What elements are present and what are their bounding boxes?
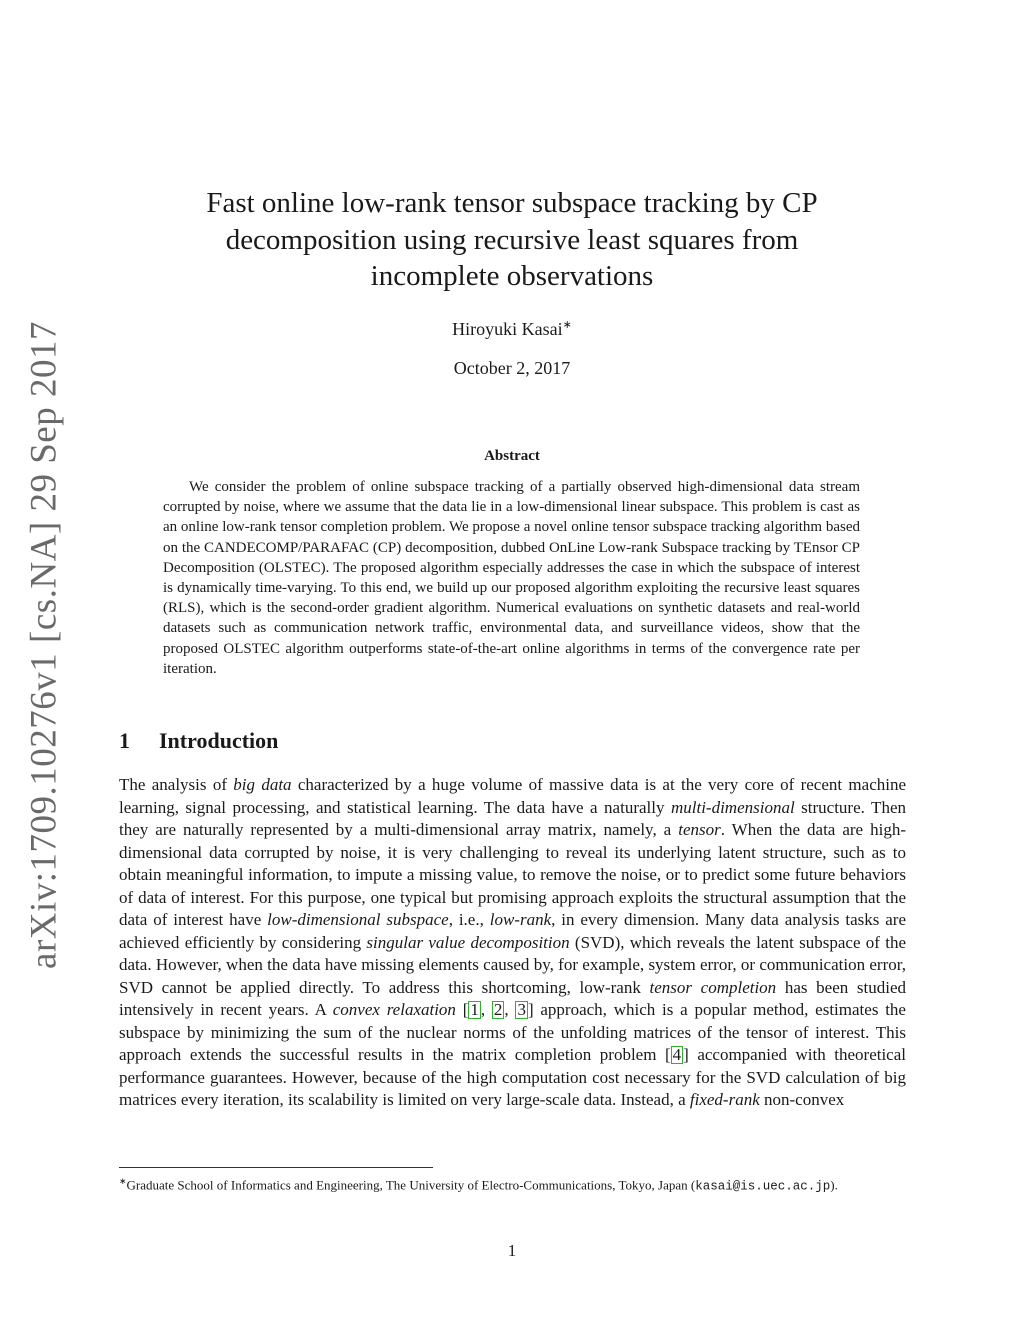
- intro-text: non-convex: [759, 1090, 845, 1109]
- author-email-link[interactable]: kasai@is.uec.ac.jp: [695, 1179, 831, 1194]
- intro-text: . When the data are high-dimensional data corrupted by noise, it is very challenging to reveal its underlying latent structure, such as to obtain meaningful information, to impute a missing value, to remove the noise, or to predict some future behaviors of data of interest. For this purpose, one typical but promising approach exploits the structural assumption that the data of interest have: [119, 820, 906, 929]
- footnote-close: ).: [830, 1177, 838, 1193]
- intro-text: structure. Then they are naturally represented by a multi-dimensional array matrix, namely, a: [119, 797, 906, 839]
- citation-bracket: ]: [527, 1000, 534, 1019]
- footnote-divider: [119, 1167, 433, 1168]
- abstract-heading: Abstract: [484, 448, 540, 464]
- intro-emphasis: low-dimensional subspace: [267, 910, 449, 929]
- intro-emphasis: tensor: [678, 820, 721, 839]
- author-footnote-mark: ∗: [562, 319, 572, 331]
- intro-emphasis: convex relaxation: [332, 1000, 456, 1019]
- paper-title: Fast online low-rank tensor subspace tracking by CP decomposition using recursive least squares from incomplete observations: [206, 187, 818, 292]
- intro-text: characterized by a huge volume of massive data is at the very core of recent machine learning, signal processing, and statistical learning. The data have a naturally: [119, 775, 907, 817]
- citation-separator: ,: [504, 1000, 516, 1019]
- intro-text: , in every dimension. Many data analysis tasks are achieved efficiently by considering: [119, 910, 906, 952]
- arxiv-identifier-stamp: arXiv:1709.10276v1 [cs.NA] 29 Sep 2017: [23, 321, 65, 969]
- abstract-text: We consider the problem of online subspace tracking of a partially observed high-dimensional data stream corrupted by noise, where we assume that the data lie in a low-dimensional linear subspace. This problem is cast as an online low-rank tensor completion problem. We propose a novel online tensor subspace tracking algorithm based on the CANDECOMP/PARAFAC (CP) decomposition, dubbed OnLine Low-rank Subspace tracking by TEnsor CP Decomposition (OLSTEC). The proposed algorithm especially addresses the case in which the subspace of interest is dynamically time-varying. To this end, we build up our proposed algorithm exploiting the recursive least squares (RLS), which is the second-order gradient algorithm. Numerical evaluations on synthetic datasets and real-world datasets such as communication network traffic, environmental data, and surveillance videos, show that the proposed OLSTEC algorithm outperforms state-of-the-art online algorithms in terms of the convergence rate per iteration.: [163, 479, 860, 677]
- author: [0, 318, 1024, 340]
- intro-text: (SVD), which reveals the latent subspace of the data. However, when the data have missing elements caused by, for example, system error, or communication error, SVD cannot be applied directly. To address this shortcoming, low-rank: [119, 932, 906, 997]
- citation-link-3[interactable]: 3: [517, 1000, 526, 1019]
- intro-text: ] accompanied with theoretical performance guarantees. However, because of the high computation cost necessary for the SVD calculation of big matrices every iteration, its scalability is limited on very large-scale data. Instead, a: [119, 1045, 906, 1109]
- intro-emphasis: low-rank: [489, 910, 552, 929]
- citation-bracket: [: [455, 1000, 469, 1019]
- footnote-mark: ∗: [119, 1176, 127, 1186]
- paper-date: October 2, 2017: [453, 358, 571, 378]
- intro-emphasis: tensor completion: [649, 977, 777, 997]
- citation-link-4[interactable]: 4: [672, 1045, 682, 1064]
- intro-text: The analysis of: [119, 775, 234, 794]
- section-title: Introduction: [159, 728, 279, 753]
- intro-emphasis: singular value decomposition: [366, 932, 570, 952]
- footnote: [119, 1172, 906, 1196]
- intro-text: has been studied intensively in recent years. A: [119, 977, 906, 1019]
- citation-link-1[interactable]: 1: [470, 1000, 479, 1019]
- citation-link-2[interactable]: 2: [493, 1000, 503, 1019]
- section-number: 1: [119, 728, 130, 753]
- section-heading-introduction: [119, 728, 278, 754]
- intro-emphasis: multi-dimensional: [670, 797, 795, 817]
- intro-text: , i.e.,: [448, 910, 490, 929]
- introduction-paragraph: [119, 774, 906, 1112]
- intro-emphasis: big data: [233, 775, 292, 794]
- citation-separator: ,: [480, 1000, 492, 1019]
- author-name: Hiroyuki Kasai: [452, 319, 563, 339]
- footnote-text: Graduate School of Informatics and Engineering, The University of Electro-Communications, Tokyo, Japan (: [126, 1177, 696, 1193]
- intro-emphasis: fixed-rank: [689, 1090, 760, 1109]
- intro-text: approach, which is a popular method, estimates the subspace by minimizing the sum of the nuclear norms of the unfolding matrices of the tensor of interest. This approach extends the successful results in the matrix completion problem [: [119, 1000, 906, 1064]
- page-number: 1: [507, 1241, 517, 1260]
